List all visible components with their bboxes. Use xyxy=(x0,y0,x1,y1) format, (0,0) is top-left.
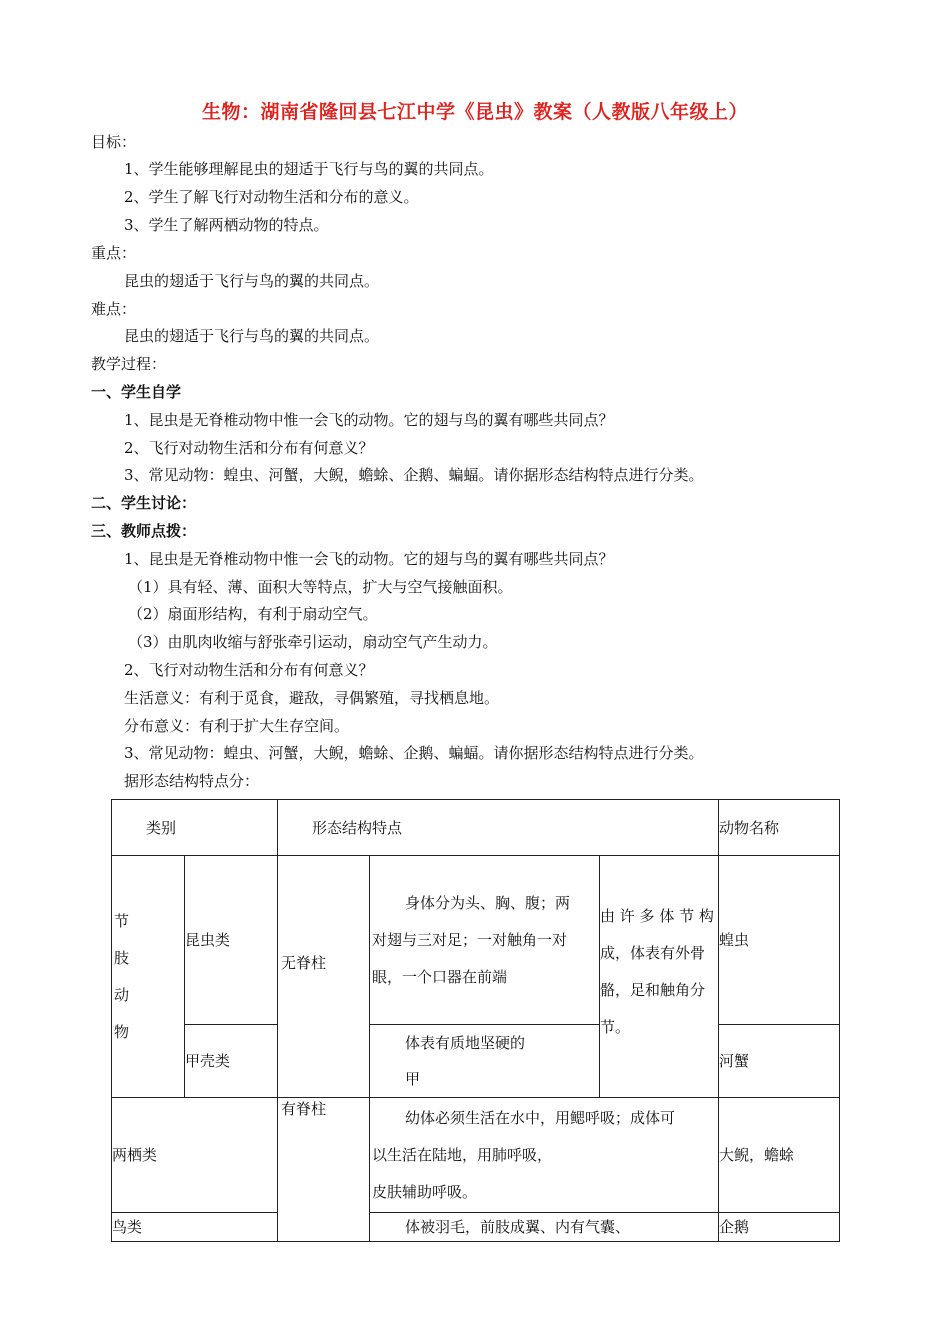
section1-item: 3、常见动物：蝗虫、河蟹，大鲵，蟾蜍、企鹅、蝙蝠。请你据形态结构特点进行分类。 xyxy=(124,466,704,484)
header-features: 形态结构特点 xyxy=(278,800,719,856)
amphibians-label: 两栖类 xyxy=(112,1098,278,1213)
amphibians-detail-line: 幼体必须生活在水中，用鳃呼吸；成体可 xyxy=(405,1108,676,1127)
section3-question: 3、常见动物：蝗虫、河蟹，大鲵，蟾蜍、企鹅、蝙蝠。请你据形态结构特点进行分类。 xyxy=(124,744,704,762)
classification-table xyxy=(111,799,840,1242)
insects-detail-cell xyxy=(370,856,600,1025)
objectives-heading: 目标： xyxy=(91,133,137,151)
section3-question: 2、飞行对动物生活和分布有何意义？ xyxy=(124,661,374,679)
table-row xyxy=(112,1025,840,1098)
key-point-text: 昆虫的翅适于飞行与鸟的翼的共同点。 xyxy=(124,272,380,290)
birds-detail: 体被羽毛，前肢成翼、内有气囊、 xyxy=(370,1213,719,1242)
key-point-heading: 重点： xyxy=(91,244,137,262)
invertebrate-label: 无脊柱 xyxy=(281,953,327,972)
section3-point: （2）扇面形结构，有利于扇动空气。 xyxy=(128,605,378,623)
amphibians-detail-line: 皮肤辅助呼吸。 xyxy=(372,1182,478,1201)
section3-question: 1、昆虫是无脊椎动物中惟一会飞的动物。它的翅与鸟的翼有哪些共同点？ xyxy=(124,550,614,568)
arthropod-cell xyxy=(112,856,185,1098)
objective-item: 1、学生能够理解昆虫的翅适于飞行与鸟的翼的共同点。 xyxy=(124,160,494,178)
arthropod-char: 肢 xyxy=(114,948,130,967)
classify-intro: 据形态结构特点分： xyxy=(124,772,260,790)
table-row xyxy=(112,1213,840,1242)
common-line: 由 许 多 体 节 构 xyxy=(600,907,714,925)
process-heading: 教学过程： xyxy=(91,355,167,373)
section1-item: 2、飞行对动物生活和分布有何意义？ xyxy=(124,439,374,457)
document-title: 生物：湖南省隆回县七江中学《昆虫》教案（人教版八年级上） xyxy=(201,101,748,123)
insects-label: 昆虫类 xyxy=(185,856,278,1025)
table-header-row xyxy=(112,800,840,856)
difficulty-text: 昆虫的翅适于飞行与鸟的翼的共同点。 xyxy=(124,327,380,345)
common-line: 骼，足和触角分 xyxy=(600,981,706,999)
amphibians-animal: 大鲵，蟾蜍 xyxy=(719,1098,840,1213)
table-row xyxy=(112,856,840,1025)
insects-detail-line: 对翅与三对足；一对触角一对 xyxy=(372,930,568,949)
section3-point: （3）由肌肉收缩与舒张牵引运动，扇动空气产生动力。 xyxy=(128,633,498,651)
table-row xyxy=(112,1098,840,1213)
crustaceans-detail-line: 甲 xyxy=(405,1070,421,1088)
crustaceans-detail-cell xyxy=(370,1025,600,1098)
difficulty-heading: 难点： xyxy=(91,300,137,318)
header-animals: 动物名称 xyxy=(719,800,840,856)
crustaceans-label: 甲壳类 xyxy=(185,1025,278,1098)
section3-answer: 分布意义：有利于扩大生存空间。 xyxy=(124,717,350,735)
section2-heading: 二、学生讨论： xyxy=(91,494,197,512)
section1-heading: 一、学生自学 xyxy=(91,383,182,401)
arthropod-common-cell xyxy=(600,856,719,1098)
objective-item: 2、学生了解飞行对动物生活和分布的意义。 xyxy=(124,188,419,206)
crustaceans-detail-line: 体表有质地坚硬的 xyxy=(405,1034,526,1052)
header-category: 类别 xyxy=(112,800,278,856)
insects-animal: 蝗虫 xyxy=(719,856,840,1025)
vertebrate-cell xyxy=(278,1098,370,1242)
invertebrate-cell xyxy=(278,856,370,1098)
common-line: 节。 xyxy=(600,1018,631,1036)
birds-label: 鸟类 xyxy=(112,1213,278,1242)
section3-point: （1）具有轻、薄、面积大等特点，扩大与空气接触面积。 xyxy=(128,578,513,596)
arthropod-char: 物 xyxy=(114,1022,130,1041)
arthropod-char: 动 xyxy=(114,985,130,1004)
amphibians-detail-cell xyxy=(370,1098,719,1213)
vertebrate-label: 有脊柱 xyxy=(281,1100,327,1118)
crustaceans-animal: 河蟹 xyxy=(719,1025,840,1098)
arthropod-char: 节 xyxy=(114,911,130,930)
section1-item: 1、昆虫是无脊椎动物中惟一会飞的动物。它的翅与鸟的翼有哪些共同点？ xyxy=(124,411,614,429)
objective-item: 3、学生了解两栖动物的特点。 xyxy=(124,216,329,234)
amphibians-detail-line: 以生活在陆地，用肺呼吸， xyxy=(372,1145,553,1164)
insects-detail-line: 身体分为头、胸、腹；两 xyxy=(405,893,571,912)
section3-answer: 生活意义：有利于觅食，避敌，寻偶繁殖，寻找栖息地。 xyxy=(124,689,500,707)
birds-animal: 企鹅 xyxy=(719,1213,840,1242)
section3-heading: 三、教师点拨： xyxy=(91,522,197,540)
common-line: 成，体表有外骨 xyxy=(600,944,706,962)
insects-detail-line: 眼，一个口器在前端 xyxy=(372,967,508,986)
